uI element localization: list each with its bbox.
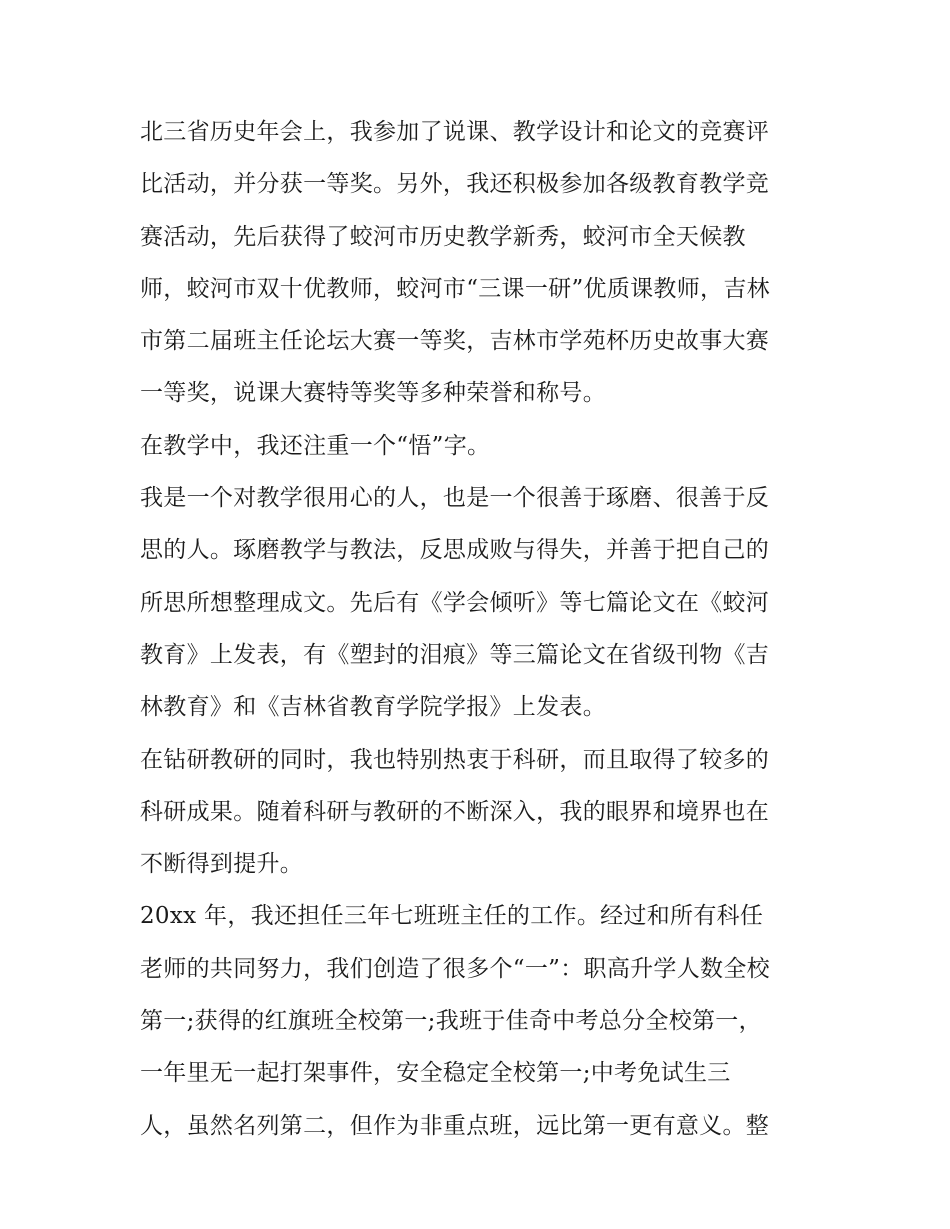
text-line: 20xx 年，我还担任三年七班班主任的工作。经过和所有科任 (140, 903, 764, 930)
text-line: 老师的共同努力，我们创造了很多个“一”：职高升学人数全校 (140, 955, 770, 982)
text-line: 比活动，并分获一等奖。另外，我还积极参加各级教育教学竞 (140, 171, 770, 198)
text-line: 不断得到提升。 (140, 851, 304, 878)
text-line: 一年里无一起打架事件，安全稳定全校第一;中考免试生三 (140, 1060, 731, 1087)
text-line: 科研成果。随着科研与教研的不断深入，我的眼界和境界也在 (140, 798, 770, 825)
text-line: 思的人。琢磨教学与教法，反思成败与得失，并善于把自己的 (140, 537, 770, 564)
text-line: 林教育》和《吉林省教育学院学报》上发表。 (140, 694, 606, 721)
text-line: 第一;获得的红旗班全校第一;我班于佳奇中考总分全校第一， (140, 1008, 762, 1035)
text-line: 北三省历史年会上，我参加了说课、教学设计和论文的竞赛评 (140, 119, 770, 145)
text-line: 师，蛟河市双十优教师，蛟河市“三课一研”优质课教师，吉林 (140, 275, 770, 302)
text-line: 市第二届班主任论坛大赛一等奖，吉林市学苑杯历史故事大赛 (140, 328, 770, 355)
text-line: 赛活动，先后获得了蛟河市历史教学新秀，蛟河市全天候教 (140, 223, 746, 250)
text-line: 我是一个对教学很用心的人，也是一个很善于琢磨、很善于反 (140, 485, 770, 512)
document-body (140, 106, 820, 1152)
text-line: 在钻研教研的同时，我也特别热衷于科研，而且取得了较多的 (140, 746, 770, 773)
text-line: 所思所想整理成文。先后有《学会倾听》等七篇论文在《蛟河 (140, 589, 770, 616)
text-line: 一等奖，说课大赛特等奖等多种荣誉和称号。 (140, 380, 606, 407)
text-line: 人，虽然名列第二，但作为非重点班，远比第一更有意义。整 (140, 1112, 770, 1139)
text-line: 在教学中，我还注重一个“悟”字。 (140, 432, 491, 459)
text-line: 教育》上发表，有《塑封的泪痕》等三篇论文在省级刊物《吉 (140, 641, 770, 668)
